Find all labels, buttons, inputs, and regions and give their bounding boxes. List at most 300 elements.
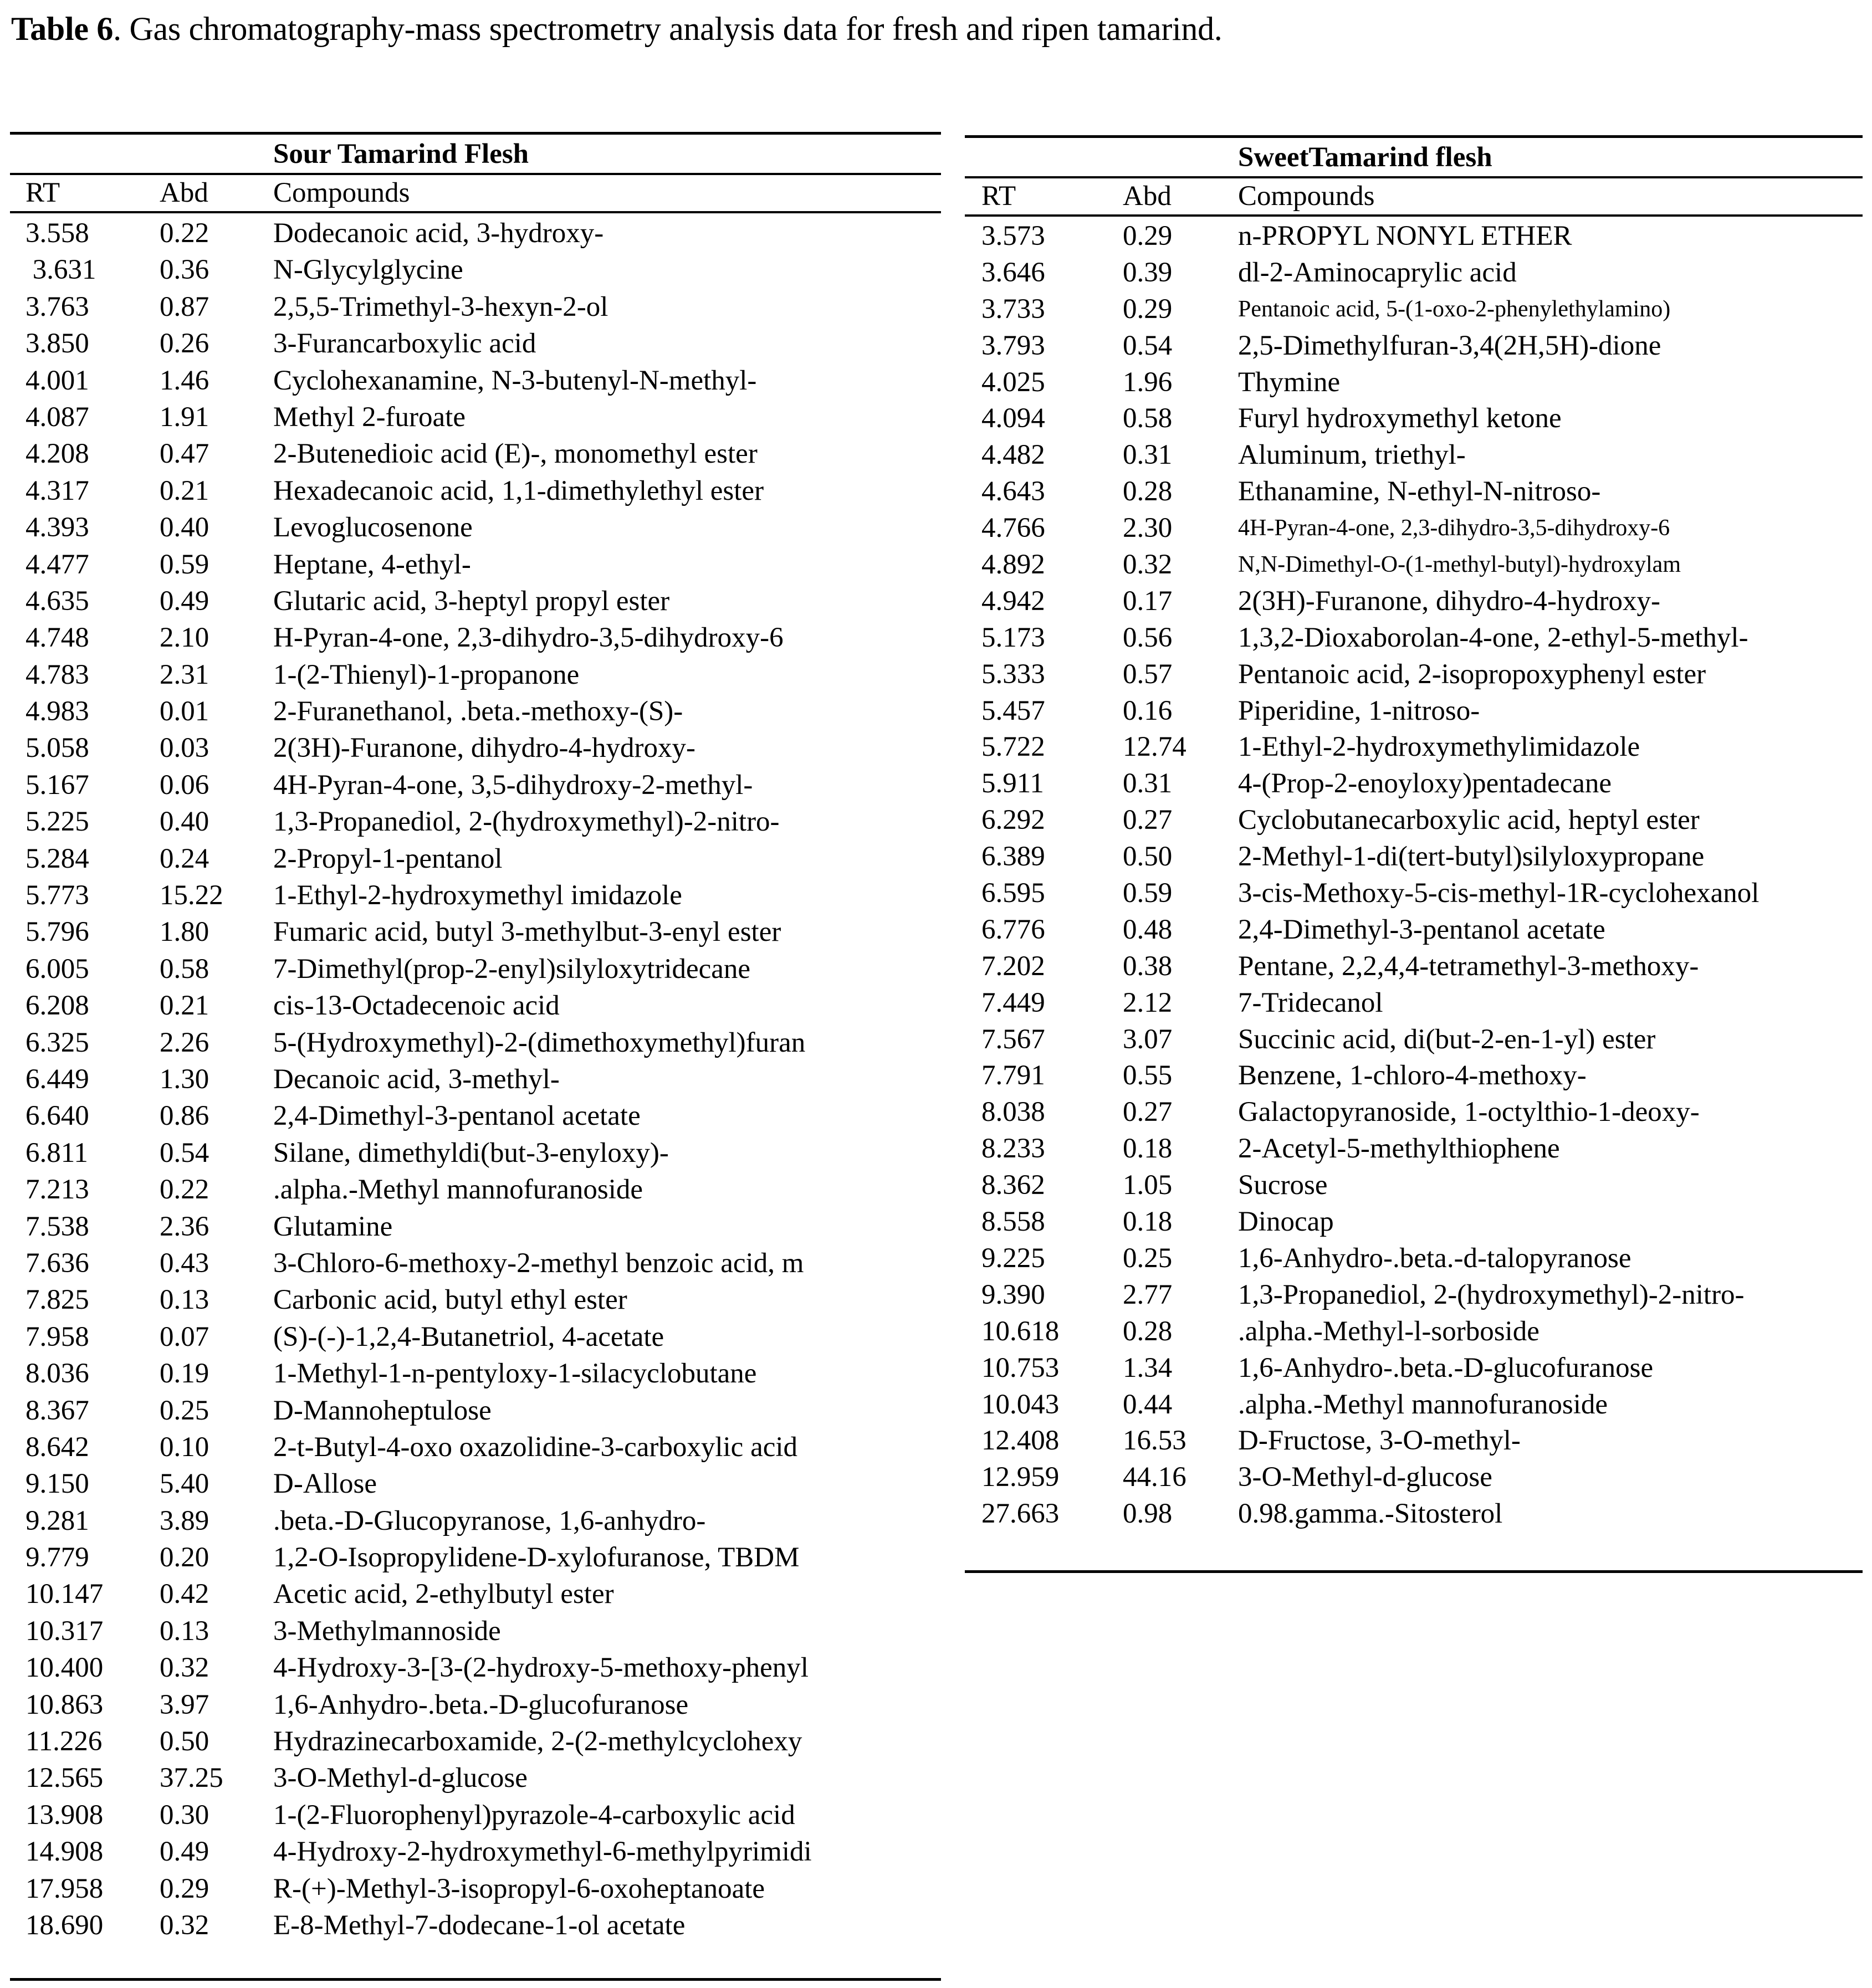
compound-cell: 4H-Pyran-4-one, 2,3-dihydro-3,5-dihydroxy-6 (1238, 515, 1670, 541)
abd-cell: 0.86 (160, 1100, 209, 1132)
rt-cell: 5.722 (981, 731, 1045, 763)
rt-cell: 3.733 (981, 293, 1045, 325)
column-header-compounds: Compounds (1238, 181, 1375, 212)
abd-cell: 0.49 (160, 585, 209, 617)
rt-cell: 8.233 (981, 1133, 1045, 1165)
table-row (10, 1061, 941, 1098)
abd-cell: 1.96 (1123, 366, 1173, 398)
table-row (965, 657, 1863, 693)
compound-cell: Levoglucosenone (273, 512, 473, 544)
rt-cell: 7.958 (25, 1321, 89, 1352)
table-row (965, 218, 1863, 255)
rt-cell: 4.942 (981, 585, 1045, 617)
table-row (10, 1429, 941, 1466)
compound-cell: 2,4-Dimethyl-3-pentanol acetate (273, 1100, 641, 1132)
rt-cell: 7.567 (981, 1023, 1045, 1055)
compound-cell: Methyl 2-furoate (273, 401, 466, 433)
compound-cell: Cyclobutanecarboxylic acid, heptyl ester (1238, 805, 1700, 836)
abd-cell: 2.36 (160, 1211, 209, 1242)
rt-cell: 7.825 (25, 1284, 89, 1316)
table-row (10, 1245, 941, 1282)
table-row (10, 1613, 941, 1649)
title-rule (965, 176, 1863, 178)
table-row (10, 1171, 941, 1208)
rt-cell: 4.482 (981, 439, 1045, 471)
compound-cell: 2-Methyl-1-di(tert-butyl)silyloxypropane (1238, 841, 1705, 873)
abd-cell: 0.50 (1123, 841, 1173, 873)
table-row (10, 1135, 941, 1171)
table-row (965, 1459, 1863, 1496)
compound-cell: D-Fructose, 3-O-methyl- (1238, 1425, 1521, 1457)
abd-cell: 0.32 (1123, 549, 1173, 581)
rt-cell: 8.038 (981, 1097, 1045, 1128)
compound-cell: Ethanamine, N-ethyl-N-nitroso- (1238, 476, 1601, 508)
compound-cell: 1-(2-Thienyl)-1-propanone (273, 659, 580, 690)
rt-cell: 18.690 (25, 1909, 104, 1941)
rt-cell: 10.043 (981, 1388, 1060, 1420)
header-rule (965, 214, 1863, 217)
rt-cell: 9.390 (981, 1279, 1045, 1310)
abd-cell: 0.56 (1123, 622, 1173, 653)
rt-cell: 5.284 (25, 843, 89, 874)
column-header-rt: RT (981, 181, 1016, 212)
rt-cell: 5.911 (981, 768, 1044, 800)
compound-cell: D-Mannoheptulose (273, 1395, 492, 1426)
table-row (10, 362, 941, 399)
rt-cell: 5.773 (25, 880, 89, 911)
compound-cell: 7-Dimethyl(prop-2-enyl)silyloxytridecane (273, 953, 751, 985)
table-row (965, 1277, 1863, 1314)
rt-cell: 12.408 (981, 1425, 1060, 1457)
rt-cell: 10.863 (25, 1689, 104, 1720)
abd-cell: 0.27 (1123, 805, 1173, 836)
table-row (10, 1871, 941, 1907)
abd-cell: 2.26 (160, 1027, 209, 1058)
abd-cell: 1.91 (160, 401, 209, 433)
compound-cell: 2-t-Butyl-4-oxo oxazolidine-3-carboxylic acid (273, 1431, 798, 1463)
table-row (10, 767, 941, 803)
rt-cell: 10.618 (981, 1315, 1060, 1347)
compound-cell: N,N-Dimethyl-O-(1-methyl-butyl)-hydroxylam (1238, 552, 1681, 578)
table-row (10, 841, 941, 877)
column-header-rt: RT (25, 177, 60, 208)
table-row (10, 1797, 941, 1833)
compound-cell: 5-(Hydroxymethyl)-2-(dimethoxymethyl)furan (273, 1027, 806, 1058)
rt-cell: 4.983 (25, 696, 89, 727)
compound-cell: Dodecanoic acid, 3-hydroxy- (273, 218, 604, 249)
table-row (10, 509, 941, 546)
table-row (10, 914, 941, 950)
compound-cell: 1,3-Propanediol, 2-(hydroxymethyl)-2-nitro- (273, 806, 780, 838)
table-row (10, 546, 941, 583)
abd-cell: 0.43 (160, 1247, 209, 1279)
compound-cell: E-8-Methyl-7-dodecane-1-ol acetate (273, 1909, 686, 1941)
abd-cell: 0.58 (160, 953, 209, 985)
table-row (10, 252, 941, 288)
table-row (965, 1204, 1863, 1241)
table-row (965, 1131, 1863, 1167)
abd-cell: 0.58 (1123, 403, 1173, 434)
table-row (965, 1496, 1863, 1533)
rt-cell: 3.646 (981, 257, 1045, 288)
table-row (10, 1098, 941, 1134)
abd-cell: 0.87 (160, 291, 209, 322)
rt-cell: 11.226 (25, 1726, 103, 1758)
abd-cell: 2.31 (160, 659, 209, 690)
rt-cell: 3.558 (25, 218, 89, 249)
table-row (10, 289, 941, 325)
abd-cell: 0.42 (160, 1579, 209, 1610)
sour-tamarind-table (10, 132, 941, 1985)
rt-cell: 27.663 (981, 1498, 1060, 1530)
abd-cell: 0.13 (160, 1615, 209, 1647)
compound-cell: 3-O-Methyl-d-glucose (1238, 1462, 1492, 1493)
abd-cell: 12.74 (1123, 731, 1186, 763)
table-row (10, 1024, 941, 1061)
abd-cell: 0.22 (160, 1174, 209, 1206)
table-row (10, 877, 941, 914)
abd-cell: 0.54 (1123, 330, 1173, 361)
compound-cell: 2-Furanethanol, .beta.-methoxy-(S)- (273, 696, 683, 727)
compound-cell: 2-Butenedioic acid (E)-, monomethyl ester (273, 438, 758, 470)
abd-cell: 0.21 (160, 990, 209, 1022)
table-row (965, 1022, 1863, 1058)
compound-cell: 3-O-Methyl-d-glucose (273, 1762, 528, 1794)
abd-cell: 0.32 (160, 1909, 209, 1941)
rt-cell: 8.558 (981, 1206, 1045, 1238)
table-row (965, 620, 1863, 657)
abd-cell: 0.06 (160, 769, 209, 801)
rt-cell: 8.642 (25, 1431, 89, 1463)
rt-cell: 10.317 (25, 1615, 104, 1647)
table-row (10, 325, 941, 362)
abd-cell: 0.18 (1123, 1206, 1173, 1238)
compound-cell: 7-Tridecanol (1238, 987, 1383, 1018)
abd-cell: 0.18 (1123, 1133, 1173, 1165)
rt-cell: 8.036 (25, 1358, 89, 1390)
table-row (10, 951, 941, 987)
abd-cell: 1.05 (1123, 1170, 1173, 1201)
compound-cell: Aluminum, triethyl- (1238, 439, 1466, 471)
table-row (10, 1355, 941, 1392)
compound-cell: H-Pyran-4-one, 2,3-dihydro-3,5-dihydroxy-6 (273, 622, 784, 654)
abd-cell: 2.12 (1123, 987, 1173, 1018)
abd-cell: 0.59 (1123, 878, 1173, 909)
table-row (965, 474, 1863, 510)
abd-cell: 5.40 (160, 1468, 209, 1500)
rt-cell: 7.449 (981, 987, 1045, 1018)
table-row (965, 1350, 1863, 1387)
compound-cell: 0.98.gamma.-Sitosterol (1238, 1498, 1503, 1530)
compound-cell: 1,6-Anhydro-.beta.-D-glucofuranose (1238, 1352, 1654, 1384)
rt-cell: 5.167 (25, 769, 89, 801)
rt-cell: 3.793 (981, 330, 1045, 361)
title-rule (10, 173, 941, 175)
table-row (10, 1649, 941, 1686)
compound-cell: Galactopyranoside, 1-octylthio-1-deoxy- (1238, 1097, 1700, 1128)
compound-cell: N-Glycylglycine (273, 254, 463, 286)
compound-cell: Pentanoic acid, 5-(1-oxo-2-phenylethylamino) (1238, 296, 1671, 322)
compound-cell: 1-(2-Fluorophenyl)pyrazole-4-carboxylic acid (273, 1799, 795, 1831)
abd-cell: 0.20 (160, 1542, 209, 1574)
table-row (10, 1576, 941, 1612)
abd-cell: 0.57 (1123, 658, 1173, 690)
rt-cell: 14.908 (25, 1836, 104, 1868)
compound-cell: .beta.-D-Glucopyranose, 1,6-anhydro- (273, 1505, 706, 1536)
compound-cell: 2,5-Dimethylfuran-3,4(2H,5H)-dione (1238, 330, 1661, 361)
abd-cell: 0.29 (1123, 221, 1173, 252)
column-header-compounds: Compounds (273, 177, 410, 208)
rt-cell: 7.636 (25, 1247, 89, 1279)
table-row (10, 1466, 941, 1502)
compound-cell: 3-Methylmannoside (273, 1615, 501, 1647)
table-row (10, 215, 941, 252)
compound-cell: .alpha.-Methyl mannofuranoside (1238, 1388, 1608, 1420)
table-row (10, 987, 941, 1024)
rt-cell: 4.025 (981, 366, 1045, 398)
rt-cell: 7.538 (25, 1211, 89, 1242)
table-row (10, 619, 941, 656)
compound-cell: Benzene, 1-chloro-4-methoxy- (1238, 1060, 1587, 1092)
abd-cell: 0.40 (160, 512, 209, 544)
table-row (10, 730, 941, 766)
abd-cell: 0.47 (160, 438, 209, 470)
abd-cell: 0.22 (160, 218, 209, 249)
rt-cell: 17.958 (25, 1873, 104, 1904)
abd-cell: 2.10 (160, 622, 209, 654)
rt-cell: 10.147 (25, 1579, 104, 1610)
abd-cell: 16.53 (1123, 1425, 1186, 1457)
rt-cell: 9.281 (25, 1505, 89, 1536)
compound-cell: Thymine (1238, 366, 1341, 398)
abd-cell: 0.27 (1123, 1097, 1173, 1128)
compound-cell: Dinocap (1238, 1206, 1334, 1238)
compound-cell: .alpha.-Methyl-l-sorboside (1238, 1315, 1539, 1347)
rt-cell: 7.202 (981, 950, 1045, 982)
rt-cell: 4.766 (981, 513, 1045, 544)
header-rule (10, 211, 941, 213)
top-rule (10, 132, 941, 135)
table-label: Table 6 (11, 11, 114, 47)
section-title: Sour Tamarind Flesh (273, 139, 529, 170)
table-row (965, 985, 1863, 1022)
rt-cell: 6.595 (981, 878, 1045, 909)
rt-cell: 9.225 (981, 1242, 1045, 1274)
table-body (965, 218, 1863, 1533)
rt-cell: 10.753 (981, 1352, 1060, 1384)
compound-cell: 2,4-Dimethyl-3-pentanol acetate (1238, 914, 1605, 945)
compound-cell: 1,3-Propanediol, 2-(hydroxymethyl)-2-nitro- (1238, 1279, 1745, 1310)
rt-cell: 8.367 (25, 1395, 89, 1426)
rt-cell: 6.811 (25, 1137, 88, 1169)
compound-cell: dl-2-Aminocaprylic acid (1238, 257, 1517, 288)
compound-cell: Glutaric acid, 3-heptyl propyl ester (273, 585, 670, 617)
table-row (965, 291, 1863, 328)
compound-cell: 4H-Pyran-4-one, 3,5-dihydroxy-2-methyl- (273, 769, 753, 801)
compound-cell: Furyl hydroxymethyl ketone (1238, 403, 1562, 434)
compound-cell: 1,2-O-Isopropylidene-D-xylofuranose, TBDM (273, 1542, 800, 1574)
table-row (965, 802, 1863, 839)
abd-cell: 3.07 (1123, 1023, 1173, 1055)
table-row (10, 803, 941, 840)
rt-cell: 6.389 (981, 841, 1045, 873)
table-row (10, 1503, 941, 1539)
compound-cell: (S)-(-)-1,2,4-Butanetriol, 4-acetate (273, 1321, 664, 1352)
abd-cell: 1.80 (160, 916, 209, 948)
rt-cell: 7.213 (25, 1174, 89, 1206)
compound-cell: 4-Hydroxy-2-hydroxymethyl-6-methylpyrimidi (273, 1836, 812, 1868)
compound-cell: Carbonic acid, butyl ethyl ester (273, 1284, 627, 1316)
abd-cell: 0.36 (160, 254, 209, 286)
compound-cell: n-PROPYL NONYL ETHER (1238, 221, 1572, 252)
sweet-tamarind-table (965, 135, 1863, 1576)
bottom-rule (965, 1570, 1863, 1573)
compound-cell: R-(+)-Methyl-3-isopropyl-6-oxoheptanoate (273, 1873, 765, 1904)
abd-cell: 0.54 (160, 1137, 209, 1169)
abd-cell: 44.16 (1123, 1462, 1186, 1493)
compound-cell: Pentanoic acid, 2-isopropoxyphenyl ester (1238, 658, 1706, 690)
compound-cell: 1-Ethyl-2-hydroxymethyl imidazole (273, 880, 682, 911)
table-row (10, 399, 941, 435)
table-row (10, 657, 941, 693)
bottom-rule (10, 1978, 941, 1981)
table-row (10, 1208, 941, 1245)
compound-cell: 1-Methyl-1-n-pentyloxy-1-silacyclobutane (273, 1358, 757, 1390)
rt-cell: 4.087 (25, 401, 89, 433)
abd-cell: 1.46 (160, 365, 209, 396)
table-row (10, 1687, 941, 1723)
table-row (10, 1392, 941, 1429)
compound-cell: 1,6-Anhydro-.beta.-D-glucofuranose (273, 1689, 689, 1720)
compound-cell: 1,6-Anhydro-.beta.-d-talopyranose (1238, 1242, 1631, 1274)
table-row (10, 583, 941, 619)
rt-cell: 4.635 (25, 585, 89, 617)
abd-cell: 0.49 (160, 1836, 209, 1868)
table-row (965, 729, 1863, 766)
compound-cell: 1-Ethyl-2-hydroxymethylimidazole (1238, 731, 1640, 763)
rt-cell: 6.005 (25, 953, 89, 985)
abd-cell: 0.19 (160, 1358, 209, 1390)
table-row (10, 1282, 941, 1318)
table-row (965, 1387, 1863, 1423)
table-row (10, 1319, 941, 1355)
table-row (10, 473, 941, 509)
abd-cell: 0.07 (160, 1321, 209, 1352)
rt-cell: 4.094 (981, 403, 1045, 434)
abd-cell: 0.13 (160, 1284, 209, 1316)
table-body (10, 215, 941, 1944)
table-row (965, 510, 1863, 547)
table-row (10, 1833, 941, 1870)
rt-cell: 3.850 (25, 328, 89, 360)
rt-cell: 4.748 (25, 622, 89, 654)
table-caption (11, 7, 1223, 51)
table-row (965, 949, 1863, 985)
abd-cell: 3.89 (160, 1505, 209, 1536)
table-row (965, 1167, 1863, 1204)
compound-cell: 2(3H)-Furanone, dihydro-4-hydroxy- (273, 732, 695, 764)
abd-cell: 0.16 (1123, 695, 1173, 726)
compound-cell: Sucrose (1238, 1170, 1328, 1201)
compound-cell: 2-Propyl-1-pentanol (273, 843, 503, 874)
abd-cell: 15.22 (160, 880, 223, 911)
compound-cell: 3-Chloro-6-methoxy-2-methyl benzoic acid, m (273, 1247, 804, 1279)
compound-cell: Acetic acid, 2-ethylbutyl ester (273, 1579, 614, 1610)
rt-cell: 4.783 (25, 659, 89, 690)
table-row (965, 437, 1863, 474)
abd-cell: 0.25 (1123, 1242, 1173, 1274)
abd-cell: 0.03 (160, 732, 209, 764)
compound-cell: 1,3,2-Dioxaborolan-4-one, 2-ethyl-5-methyl- (1238, 622, 1748, 653)
abd-cell: 0.28 (1123, 1315, 1173, 1347)
compound-cell: 2,5,5-Trimethyl-3-hexyn-2-ol (273, 291, 608, 322)
table-row (965, 401, 1863, 437)
table-row (10, 435, 941, 472)
compound-cell: 2(3H)-Furanone, dihydro-4-hydroxy- (1238, 585, 1660, 617)
rt-cell: 9.150 (25, 1468, 89, 1500)
compound-cell: Piperidine, 1-nitroso- (1238, 695, 1480, 726)
section-title: SweetTamarind flesh (1238, 142, 1492, 173)
table-row (965, 766, 1863, 802)
abd-cell: 0.31 (1123, 768, 1173, 800)
table-row (965, 547, 1863, 583)
rt-cell: 6.640 (25, 1100, 89, 1132)
rt-cell: 3.763 (25, 291, 89, 322)
column-header-abd: Abd (1123, 181, 1172, 212)
compound-cell: Heptane, 4-ethyl- (273, 549, 471, 580)
rt-cell: 4.001 (25, 365, 89, 396)
table-row (965, 1094, 1863, 1131)
compound-cell: Decanoic acid, 3-methyl- (273, 1063, 560, 1095)
table-row (965, 1423, 1863, 1459)
compound-cell: Pentane, 2,2,4,4-tetramethyl-3-methoxy- (1238, 950, 1699, 982)
compound-cell: 2-Acetyl-5-methylthiophene (1238, 1133, 1560, 1165)
abd-cell: 0.32 (160, 1652, 209, 1684)
rt-cell: 8.362 (981, 1170, 1045, 1201)
table-row (965, 1314, 1863, 1350)
table-row (965, 693, 1863, 730)
compound-cell: Silane, dimethyldi(but-3-enyloxy)- (273, 1137, 669, 1169)
table-row (10, 1760, 941, 1796)
abd-cell: 37.25 (160, 1762, 223, 1794)
rt-cell: 10.400 (25, 1652, 104, 1684)
rt-cell: 3.573 (981, 221, 1045, 252)
abd-cell: 0.40 (160, 806, 209, 838)
abd-cell: 0.55 (1123, 1060, 1173, 1092)
rt-cell: 4.477 (25, 549, 89, 580)
table-row (10, 1723, 941, 1760)
abd-cell: 0.59 (160, 549, 209, 580)
table-row (10, 1539, 941, 1576)
table-row (965, 583, 1863, 620)
abd-cell: 0.31 (1123, 439, 1173, 471)
rt-cell: 5.457 (981, 695, 1045, 726)
compound-cell: Hydrazinecarboxamide, 2-(2-methylcyclohexy (273, 1726, 802, 1758)
rt-cell: 5.796 (25, 916, 89, 948)
compound-cell: cis-13-Octadecenoic acid (273, 990, 560, 1022)
abd-cell: 0.98 (1123, 1498, 1173, 1530)
compound-cell: .alpha.-Methyl mannofuranoside (273, 1174, 643, 1206)
table-row (965, 912, 1863, 949)
abd-cell: 0.24 (160, 843, 209, 874)
table-row (965, 1241, 1863, 1277)
rt-cell: 4.317 (25, 475, 89, 506)
abd-cell: 0.21 (160, 475, 209, 506)
rt-cell: 7.791 (981, 1060, 1045, 1092)
rt-cell: 4.892 (981, 549, 1045, 581)
column-header-abd: Abd (160, 177, 208, 208)
table-row (10, 693, 941, 730)
